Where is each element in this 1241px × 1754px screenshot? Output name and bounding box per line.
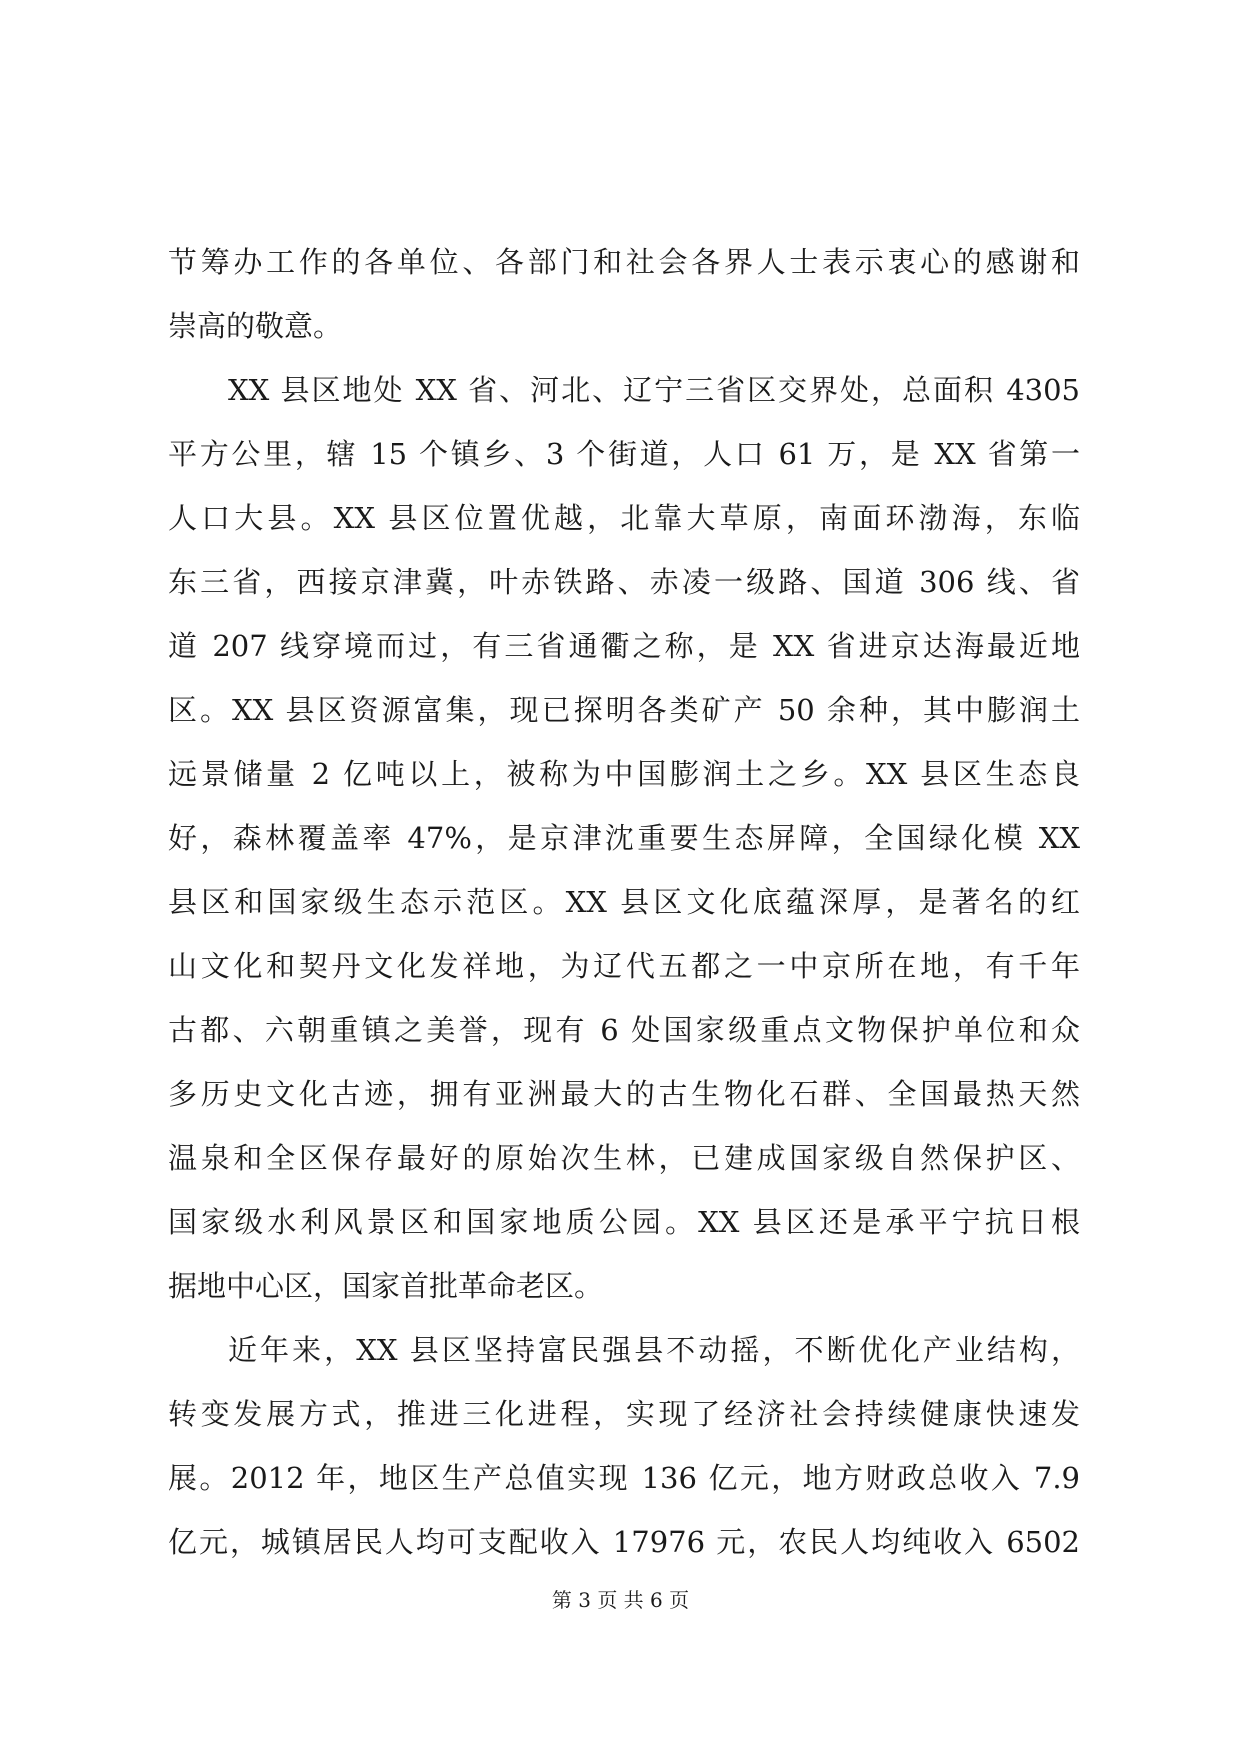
text-line: 国家级水利风景区和国家地质公园。XX 县区还是承平宁抗日根 bbox=[168, 1205, 1080, 1239]
text-line: 好，森林覆盖率 47%，是京津沈重要生态屏障，全国绿化模 XX bbox=[168, 821, 1080, 855]
text-line: 节筹办工作的各单位、各部门和社会各界人士表示衷心的感谢和 bbox=[168, 245, 1080, 279]
text-line: 道 207 线穿境而过，有三省通衢之称，是 XX 省进京达海最近地 bbox=[168, 629, 1080, 663]
body-text bbox=[168, 230, 1080, 1574]
text-line: 县区和国家级生态示范区。XX 县区文化底蕴深厚，是著名的红 bbox=[168, 885, 1080, 919]
text-line: 多历史文化古迹，拥有亚洲最大的古生物化石群、全国最热天然 bbox=[168, 1077, 1080, 1111]
text-line: 远景储量 2 亿吨以上，被称为中国膨润土之乡。XX 县区生态良 bbox=[168, 757, 1080, 791]
text-line: 平方公里，辖 15 个镇乡、3 个街道，人口 61 万，是 XX 省第一 bbox=[168, 437, 1080, 471]
text-line: XX 县区地处 XX 省、河北、辽宁三省区交界处，总面积 4305 bbox=[228, 373, 1080, 407]
text-line: 古都、六朝重镇之美誉，现有 6 处国家级重点文物保护单位和众 bbox=[168, 1013, 1080, 1047]
text-line: 山文化和契丹文化发祥地，为辽代五都之一中京所在地，有千年 bbox=[168, 949, 1080, 983]
text-line: 近年来，XX 县区坚持富民强县不动摇，不断优化产业结构， bbox=[228, 1333, 1080, 1367]
text-line: 东三省，西接京津冀，叶赤铁路、赤凌一级路、国道 306 线、省 bbox=[168, 565, 1080, 599]
text-line: 亿元，城镇居民人均可支配收入 17976 元，农民人均纯收入 6502 bbox=[168, 1525, 1080, 1559]
text-line: 温泉和全区保存最好的原始次生林，已建成国家级自然保护区、 bbox=[168, 1141, 1080, 1175]
text-line: 人口大县。XX 县区位置优越，北靠大草原，南面环渤海，东临 bbox=[168, 501, 1080, 535]
text-line: 转变发展方式，推进三化进程，实现了经济社会持续健康快速发 bbox=[168, 1397, 1080, 1431]
text-line: 区。XX 县区资源富集，现已探明各类矿产 50 余种，其中膨润土 bbox=[168, 693, 1080, 727]
text-line: 展。2012 年，地区生产总值实现 136 亿元，地方财政总收入 7.9 bbox=[168, 1461, 1080, 1495]
text-line: 崇高的敬意。 bbox=[168, 309, 343, 343]
text-line: 据地中心区，国家首批革命老区。 bbox=[168, 1269, 604, 1303]
page-number-footer: 第 3 页 共 6 页 bbox=[551, 1588, 690, 1612]
